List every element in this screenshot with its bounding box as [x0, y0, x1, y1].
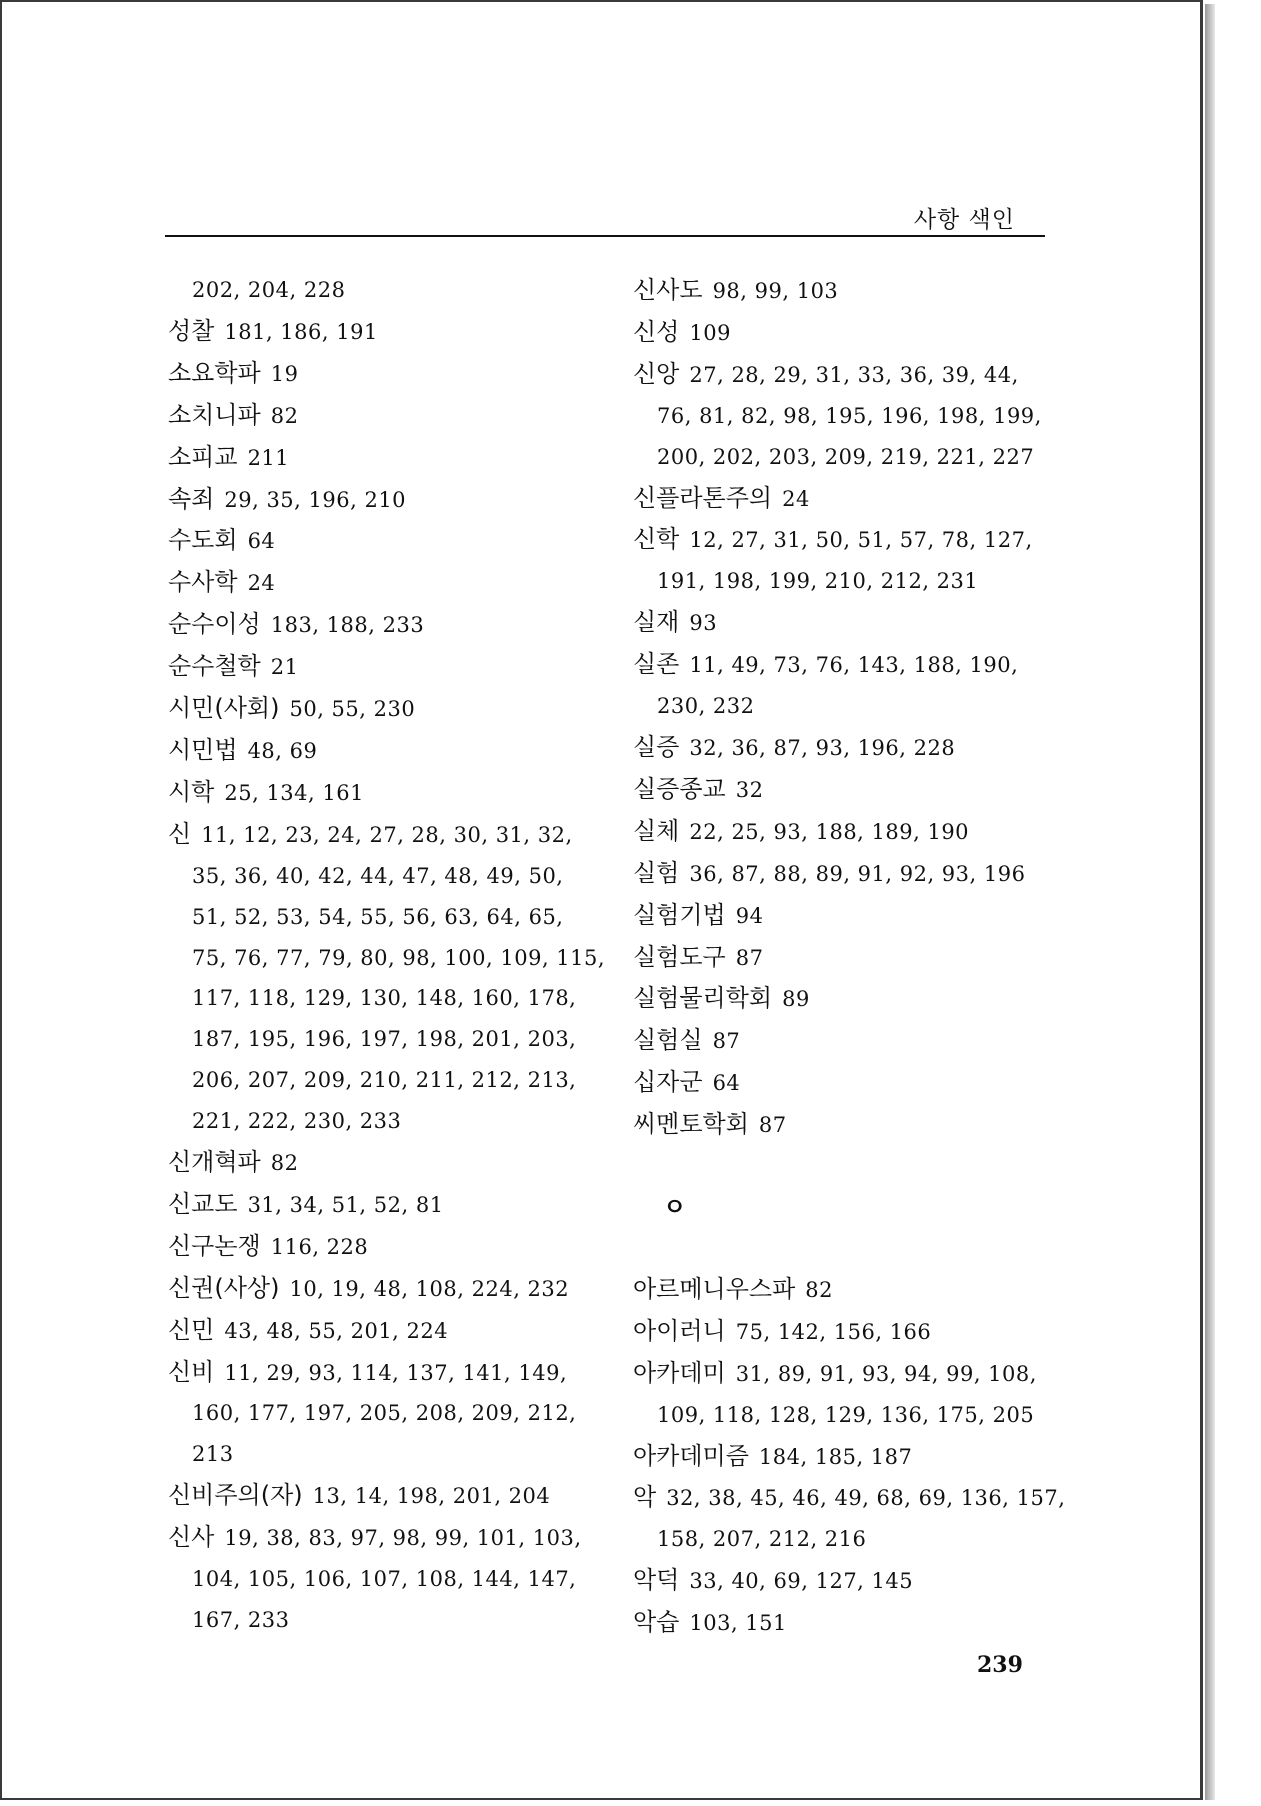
index-page-refs: 13, 14, 198, 201, 204: [312, 1484, 551, 1509]
index-entry: [168, 311, 588, 353]
index-term: 신플라톤주의: [633, 483, 773, 512]
index-page-refs: 181, 186, 191: [224, 319, 378, 344]
index-entry: [168, 1310, 588, 1352]
index-page-refs: 11, 12, 23, 24, 27, 28, 30, 31, 32,: [201, 822, 573, 847]
index-entry: [633, 1062, 1053, 1104]
index-term: 십자군: [633, 1068, 703, 1097]
index-term: 속죄: [168, 484, 215, 513]
index-page-refs: 25, 134, 161: [224, 780, 364, 805]
index-entry-continuation: [168, 1434, 588, 1475]
index-term: 아르메니우스파: [633, 1274, 796, 1303]
index-entry: [633, 519, 1053, 561]
index-entry-continuation: [633, 396, 1053, 437]
index-entry-continuation: [168, 270, 588, 311]
index-term: 실험기법: [633, 900, 726, 929]
index-page-refs: 31, 89, 91, 93, 94, 99, 108,: [735, 1361, 1037, 1386]
index-page-refs: 64: [247, 529, 276, 554]
index-page-refs: 109: [689, 320, 731, 345]
index-entry: [633, 1311, 1053, 1353]
index-entry-continuation: [168, 1060, 588, 1101]
index-page-refs: 19, 38, 83, 97, 98, 99, 101, 103,: [224, 1526, 582, 1551]
index-entry: [168, 353, 588, 395]
section-heading-ieung: ㅇ: [663, 1193, 687, 1222]
index-term: 신비주의(자): [168, 1481, 303, 1510]
index-term: 신구논쟁: [168, 1231, 261, 1260]
index-entry-continuation: [168, 938, 606, 979]
index-entry: [633, 1269, 1053, 1311]
index-entry: [168, 562, 588, 604]
index-entry: [633, 1436, 1053, 1478]
index-page-refs: 200, 202, 203, 209, 219, 221, 227: [657, 444, 1035, 469]
index-entry: [168, 395, 588, 437]
running-head: [165, 195, 1045, 237]
index-column-left: [168, 270, 606, 1641]
index-entry: [168, 604, 588, 646]
index-page-refs: 117, 118, 129, 130, 148, 160, 178,: [192, 986, 577, 1011]
index-page-refs: 10, 19, 48, 108, 224, 232: [289, 1276, 570, 1301]
running-head-title: 사항 색인: [913, 207, 1015, 233]
index-page-refs: 221, 222, 230, 233: [192, 1109, 402, 1134]
index-entry: [168, 1226, 588, 1268]
index-page-refs: 87: [712, 1029, 741, 1054]
index-term: 실존: [633, 650, 680, 679]
index-term: 시민(사회): [168, 694, 280, 723]
index-term: 실험도구: [633, 942, 726, 971]
index-term: 실체: [633, 816, 680, 845]
index-page-refs: 75, 142, 156, 166: [735, 1319, 932, 1344]
index-group-right-bottom: [633, 1269, 1066, 1644]
page-number: 239: [977, 1652, 1023, 1678]
index-page-refs: 87: [758, 1113, 787, 1138]
index-page-refs: 51, 52, 53, 54, 55, 56, 63, 64, 65,: [192, 904, 564, 929]
index-page-refs: 93: [689, 611, 718, 636]
index-group-right-top: [633, 270, 1053, 1146]
index-term: 신민: [168, 1315, 215, 1344]
index-page-refs: 213: [192, 1442, 234, 1467]
index-entry: [633, 1477, 1066, 1519]
index-column-right: [633, 270, 1066, 1644]
index-entry: [633, 769, 1053, 811]
index-entry: [168, 1142, 588, 1184]
index-entry: [633, 354, 1053, 396]
index-term: 아이러니: [633, 1316, 726, 1345]
index-entry: [633, 602, 1053, 644]
index-term: 악덕: [633, 1566, 680, 1595]
index-entry: [168, 520, 588, 562]
index-page-refs: 109, 118, 128, 129, 136, 175, 205: [657, 1402, 1035, 1427]
index-term: 수사학: [168, 568, 238, 597]
index-term: 실험실: [633, 1026, 703, 1055]
index-entry: [633, 1560, 1053, 1602]
index-page-refs: 116, 228: [270, 1234, 369, 1259]
index-page-refs: 50, 55, 230: [289, 697, 416, 722]
index-term: 시학: [168, 777, 215, 806]
page-edge-shadow: [1205, 4, 1215, 1800]
index-page-refs: 11, 29, 93, 114, 137, 141, 149,: [224, 1360, 568, 1385]
index-page-refs: 184, 185, 187: [758, 1444, 913, 1469]
index-page-refs: 202, 204, 228: [192, 278, 346, 302]
index-term: 신권(사상): [168, 1273, 280, 1302]
index-term: 성찰: [168, 316, 215, 345]
index-term: 아카데미즘: [633, 1441, 749, 1470]
index-page-refs: 27, 28, 29, 31, 33, 36, 39, 44,: [689, 362, 1019, 387]
index-entry-continuation: [168, 1101, 588, 1142]
index-page-refs: 82: [270, 403, 299, 428]
index-page-refs: 87: [735, 945, 764, 970]
index-page-refs: 36, 87, 88, 89, 91, 92, 93, 196: [689, 861, 1026, 886]
index-entry: [168, 1268, 588, 1310]
index-entry: [633, 1104, 1053, 1146]
index-term: 씨멘토학회: [633, 1110, 749, 1139]
index-page-refs: 104, 105, 106, 107, 108, 144, 147,: [192, 1567, 577, 1592]
index-page-refs: 76, 81, 82, 98, 195, 196, 198, 199,: [657, 403, 1042, 428]
index-page-refs: 19: [270, 361, 299, 386]
index-term: 신교도: [168, 1189, 238, 1218]
index-entry: [168, 814, 588, 856]
index-term: 실험: [633, 858, 680, 887]
index-entry: [168, 772, 588, 814]
index-term: 실증: [633, 732, 680, 761]
index-page-refs: 94: [735, 903, 764, 928]
index-page-refs: 32, 36, 87, 93, 196, 228: [689, 735, 956, 760]
index-term: 신사: [168, 1523, 215, 1552]
index-page-refs: 31, 34, 51, 52, 81: [247, 1192, 444, 1217]
index-entry: [633, 644, 1053, 686]
index-entry: [168, 646, 588, 688]
index-term: 소피교: [168, 442, 238, 471]
index-entry: [633, 853, 1053, 895]
index-entry: [633, 937, 1053, 979]
index-entry: [633, 312, 1053, 354]
index-page-refs: 103, 151: [689, 1611, 787, 1636]
index-term: 순수이성: [168, 610, 261, 639]
index-page-refs: 12, 27, 31, 50, 51, 57, 78, 127,: [689, 528, 1033, 553]
index-entry: [633, 1602, 1053, 1644]
index-entry-continuation: [168, 897, 588, 938]
index-term: 소요학파: [168, 358, 261, 387]
index-entry: [633, 1353, 1053, 1395]
index-entry: [168, 437, 588, 479]
index-page-refs: 24: [782, 486, 810, 511]
index-page-refs: 32: [735, 777, 764, 802]
index-page-refs: 187, 195, 196, 197, 198, 201, 203,: [192, 1027, 577, 1052]
index-entry-continuation: [168, 978, 588, 1019]
index-page-refs: 167, 233: [192, 1608, 290, 1632]
index-term: 실험물리학회: [633, 984, 773, 1013]
index-term: 수도회: [168, 526, 238, 555]
index-entry: [633, 270, 1053, 312]
index-page-refs: 158, 207, 212, 216: [657, 1527, 867, 1552]
index-term: 악: [633, 1483, 657, 1512]
index-page-refs: 206, 207, 209, 210, 211, 212, 213,: [192, 1068, 577, 1093]
index-entry-continuation: [633, 561, 1053, 602]
index-entry: [168, 730, 588, 772]
index-page-refs: 98, 99, 103: [712, 279, 839, 303]
index-page-refs: 183, 188, 233: [270, 613, 425, 638]
index-entry-continuation: [168, 1600, 588, 1641]
index-page-refs: 33, 40, 69, 127, 145: [689, 1569, 914, 1594]
index-entry-continuation: [633, 437, 1053, 478]
index-page-refs: 32, 38, 45, 46, 49, 68, 69, 136, 157,: [666, 1486, 1066, 1511]
index-entry: [168, 688, 588, 730]
index-page-refs: 211: [247, 445, 290, 470]
index-entry: [633, 727, 1053, 769]
index-entry-continuation: [633, 686, 1053, 727]
index-page-refs: 160, 177, 197, 205, 208, 209, 212,: [192, 1401, 577, 1426]
index-term: 신개혁파: [168, 1148, 261, 1177]
index-term: 소치니파: [168, 400, 261, 429]
index-entry: [168, 479, 588, 521]
index-page-refs: 75, 76, 77, 79, 80, 98, 100, 109, 115,: [192, 945, 606, 970]
index-page-refs: 11, 49, 73, 76, 143, 188, 190,: [689, 653, 1019, 678]
index-page-refs: 89: [782, 987, 810, 1012]
index-entry: [168, 1352, 588, 1394]
index-entry: [168, 1517, 588, 1559]
index-entry: [633, 811, 1053, 853]
index-entry-continuation: [168, 1019, 588, 1060]
index-page-refs: 230, 232: [657, 694, 755, 719]
index-entry: [633, 478, 1053, 520]
index-page-refs: 24: [247, 571, 276, 596]
index-term: 실재: [633, 608, 680, 637]
index-entry-continuation: [633, 1395, 1053, 1436]
index-term: 아카데미: [633, 1358, 726, 1387]
index-page-refs: 82: [805, 1277, 834, 1302]
index-page-refs: 22, 25, 93, 188, 189, 190: [689, 819, 970, 844]
index-entry-continuation: [168, 1559, 588, 1600]
index-term: 신사도: [633, 276, 703, 304]
index-term: 실증종교: [633, 774, 726, 803]
index-entry-continuation: [168, 856, 588, 897]
index-entry-continuation: [633, 1519, 1053, 1560]
index-term: 신앙: [633, 359, 680, 388]
index-page-refs: 21: [270, 655, 299, 680]
index-term: 시민법: [168, 735, 238, 764]
index-term: 신: [168, 819, 192, 848]
index-term: 신성: [633, 317, 680, 346]
index-term: 순수철학: [168, 652, 261, 681]
index-term: 신비: [168, 1357, 215, 1386]
index-entry: [633, 1020, 1053, 1062]
index-term: 악습: [633, 1608, 680, 1637]
index-page-refs: 64: [712, 1071, 741, 1096]
index-entry: [633, 978, 1053, 1020]
index-entry-continuation: [168, 1393, 588, 1434]
index-entry: [168, 1184, 588, 1226]
index-entry: [633, 895, 1053, 937]
index-page-refs: 29, 35, 196, 210: [224, 487, 407, 512]
index-page-refs: 48, 69: [247, 738, 318, 763]
index-page-refs: 43, 48, 55, 201, 224: [224, 1318, 449, 1343]
index-term: 신학: [633, 525, 680, 554]
index-page-refs: 191, 198, 199, 210, 212, 231: [657, 569, 979, 594]
index-page-refs: 82: [270, 1151, 299, 1176]
index-entry: [168, 1475, 588, 1517]
index-page-refs: 35, 36, 40, 42, 44, 47, 48, 49, 50,: [192, 863, 564, 888]
